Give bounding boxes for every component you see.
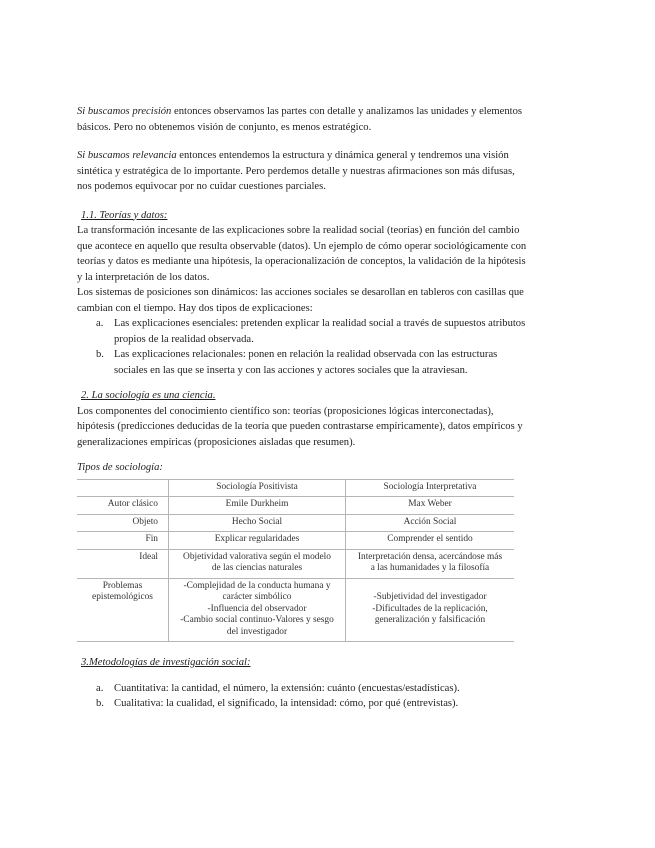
- list-item-text: Cualitativa: la cualidad, el significado, la intensidad: cómo, por qué (entrevistas).: [114, 698, 459, 709]
- list-item: [77, 347, 577, 363]
- table-caption: Tipos de sociología:: [77, 462, 163, 473]
- relevance-lead: Si buscamos relevancia: [77, 150, 177, 161]
- list-marker: a.: [96, 682, 104, 694]
- science-line: hipótesis (predicciones deducidas de la teoría que pueden contrastarse empíricamente), datos empíricos y: [77, 421, 523, 432]
- cell-line: -Complejidad de la conducta humana y: [183, 580, 331, 591]
- row-label: Autor clásico: [77, 497, 169, 515]
- cell-interpretive: Comprender el sentido: [346, 532, 515, 550]
- cell-line: -Cambio social continuo-Valores y sesgo: [180, 615, 334, 625]
- relevance-text-3: nos podemos equivocar por no cuidar cuestiones parciales.: [77, 181, 326, 192]
- theories-line: La transformación incesante de las explicaciones sobre la realidad social (teorías) en función del cambio: [77, 225, 520, 236]
- cell-line: Objetividad valorativa según el modelo: [183, 551, 331, 562]
- table-row: [77, 532, 514, 550]
- row-label: Fin: [77, 532, 169, 550]
- list-item: [77, 696, 577, 712]
- cell-line: de las ciencias naturales: [211, 563, 303, 573]
- cell-line: generalización y falsificación: [374, 615, 486, 625]
- section-heading-methodologies: 3.Metodologías de investigación social:: [81, 657, 251, 668]
- list-item-text: propios de la realidad observada.: [114, 333, 254, 345]
- cell-line: -Subjetividad del investigador: [373, 592, 487, 602]
- science-line: Los componentes del conocimiento científico son: teorías (proposiciones lógicas interconectadas),: [77, 405, 494, 417]
- science-line: generalizaciones empíricas (proposiciones aisladas que resumen).: [77, 436, 356, 448]
- cell-line: -Influencia del observador: [207, 603, 307, 614]
- list-item-continuation: [77, 363, 577, 379]
- cell-positivist: Explicar regularidades: [169, 532, 346, 550]
- theories-line: cambian con el tiempo. Hay dos tipos de explicaciones:: [77, 302, 313, 314]
- table-header-positivist: Sociología Positivista: [169, 479, 346, 497]
- table-header-empty: [77, 479, 169, 497]
- precision-text-2: básicos. Pero no obtenemos visión de conjunto, es menos estratégico.: [77, 121, 372, 133]
- list-item-text: Las explicaciones esenciales: pretenden explicar la realidad social a través de supuestos atributos: [114, 318, 526, 329]
- list-item-text: Las explicaciones relacionales: ponen en relación la realidad observada con las estructuras: [114, 349, 498, 360]
- section-heading-science: 2. La sociología es una ciencia.: [81, 390, 216, 401]
- theories-line: teorías y datos es mediante una hipótesis, la operacionalización de conceptos, la validación de la hipótesis: [77, 256, 526, 267]
- cell-line: carácter simbólico: [222, 592, 292, 602]
- precision-lead: Si buscamos precisión: [77, 106, 172, 117]
- table-row: [77, 549, 514, 578]
- theories-line: Los sistemas de posiciones son dinámicos: las acciones sociales se desarollan en tableros con casillas que: [77, 287, 524, 298]
- table-header-row: [77, 479, 514, 497]
- row-label: Problemas epistemológicos: [77, 578, 169, 642]
- cell-positivist: [169, 549, 346, 578]
- paragraph-precision: [77, 104, 577, 120]
- list-item-text: sociales en las que se inserta y con las acciones y actores sociales que la atraviesan.: [114, 364, 468, 376]
- sociology-types-table: [77, 479, 514, 643]
- list-marker: a.: [96, 318, 104, 329]
- cell-interpretive: [346, 549, 515, 578]
- cell-line: del investigador: [226, 626, 288, 637]
- cell-line: Interpretación densa, acercándose más: [357, 551, 503, 562]
- relevance-text-2: sintética y estratégica de lo importante. Pero perdemos detalle y nuestras afirmaciones son más difusas,: [77, 165, 515, 177]
- table-row: [77, 497, 514, 515]
- document-page: [77, 104, 577, 712]
- table-row: [77, 578, 514, 642]
- list-item: [77, 316, 577, 332]
- list-item-continuation: [77, 332, 577, 348]
- cell-interpretive: [346, 578, 515, 642]
- precision-text-1: entonces observamos las partes con detalle y analizamos las unidades y elementos: [171, 106, 523, 117]
- list-marker: b.: [96, 698, 104, 709]
- cell-positivist: Emile Durkheim: [169, 497, 346, 515]
- cell-line: a las humanidades y la filosofía: [370, 563, 490, 573]
- row-label: Ideal: [77, 549, 169, 578]
- row-label: Objeto: [77, 514, 169, 532]
- theories-line: que acontece en aquello que resulta observable (datos). Un ejemplo de cómo operar sociológicamente con: [77, 240, 527, 252]
- table-row: [77, 514, 514, 532]
- explanations-list: [77, 316, 577, 378]
- relevance-text-1: entonces entendemos la estructura y dinámica general y tendremos una visión: [176, 150, 509, 161]
- cell-positivist: Hecho Social: [169, 514, 346, 532]
- list-marker: b.: [96, 349, 104, 360]
- section-heading-theories: 1.1. Teorías y datos:: [81, 209, 168, 221]
- cell-positivist: [169, 578, 346, 642]
- list-item: [77, 681, 577, 697]
- list-item-text: Cuantitativa: la cantidad, el número, la extensión: cuánto (encuestas/estadísticas).: [114, 682, 460, 694]
- cell-line: -Dificultades de la replicación,: [372, 603, 488, 614]
- theories-line: y la interpretación de los datos.: [77, 271, 210, 283]
- cell-interpretive: Max Weber: [346, 497, 515, 515]
- table-header-interpretive: Sociología Interpretativa: [346, 479, 515, 497]
- methodologies-list: [77, 681, 577, 712]
- paragraph-relevance: [77, 148, 577, 164]
- cell-interpretive: Acción Social: [346, 514, 515, 532]
